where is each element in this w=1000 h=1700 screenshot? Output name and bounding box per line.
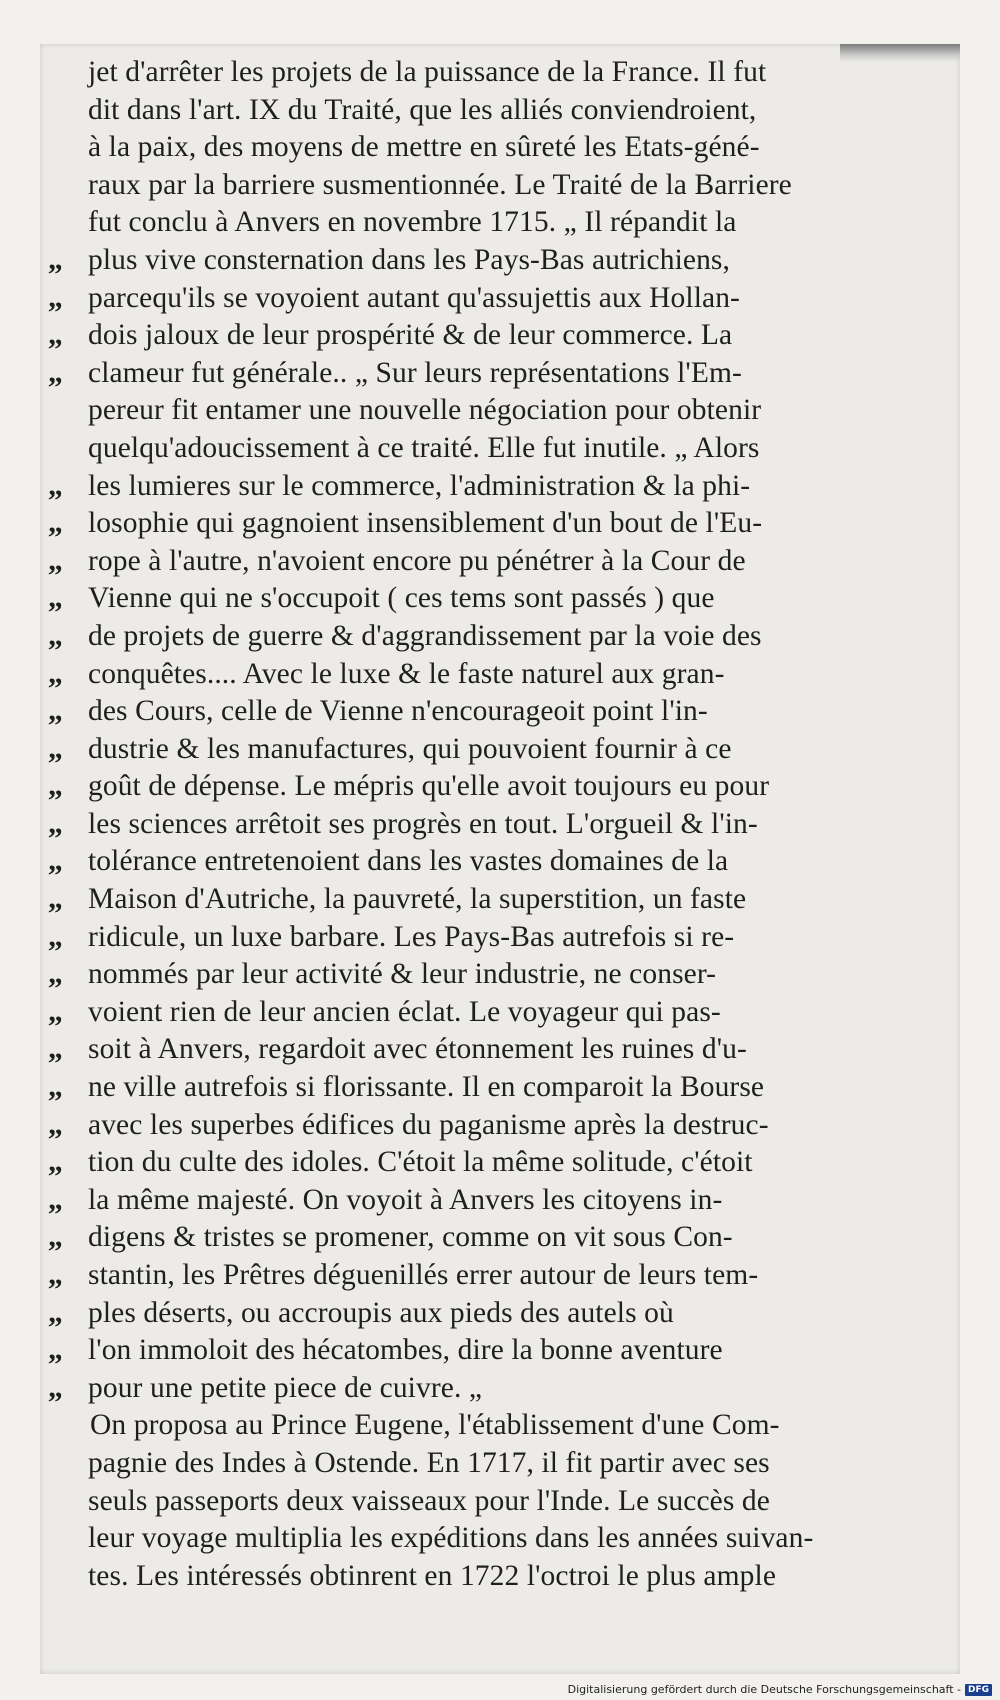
text-line bbox=[48, 1219, 916, 1257]
line-text: les sciences arrêtoit ses progrès en tout. L'orgueil & l'in- bbox=[88, 807, 758, 840]
quote-mark: „ bbox=[48, 883, 63, 916]
line-text: ridicule, un luxe barbare. Les Pays-Bas autrefois si re- bbox=[88, 920, 735, 953]
quote-mark: „ bbox=[48, 920, 63, 953]
quote-mark: „ bbox=[48, 1259, 63, 1291]
quote-mark: „ bbox=[48, 1108, 63, 1141]
text-line bbox=[48, 994, 916, 1032]
quote-mark: „ bbox=[48, 770, 63, 803]
text-line bbox=[48, 580, 916, 618]
line-text: l'on immoloit des hécatombes, dire la bonne aventure bbox=[88, 1334, 723, 1367]
text-line bbox=[48, 731, 916, 769]
line-text: conquêtes.... Avec le luxe & le faste naturel aux gran- bbox=[88, 657, 725, 690]
line-text: des Cours, celle de Vienne n'encourageoit point l'in- bbox=[88, 695, 708, 728]
quote-mark: „ bbox=[48, 845, 63, 878]
line-text: seuls passeports deux vaisseaux pour l'Inde. Le succès de bbox=[88, 1484, 770, 1517]
line-text: pagnie des Indes à Ostende. En 1717, il fit partir avec ses bbox=[88, 1446, 770, 1479]
quote-mark: „ bbox=[48, 1221, 63, 1254]
quote-mark: „ bbox=[48, 1033, 63, 1066]
line-text: On proposa au Prince Eugene, l'établissement d'une Com- bbox=[90, 1409, 780, 1442]
quote-mark: „ bbox=[48, 507, 63, 540]
text-line bbox=[48, 1558, 916, 1596]
text-line bbox=[48, 204, 916, 242]
text-line bbox=[48, 693, 916, 731]
quote-mark: „ bbox=[48, 695, 63, 728]
line-text: raux par la barriere susmentionnée. Le Traité de la Barriere bbox=[88, 168, 792, 201]
line-text: fut conclu à Anvers en novembre 1715. „ Il répandit la bbox=[88, 206, 737, 239]
text-line bbox=[48, 806, 916, 844]
quote-mark: „ bbox=[48, 807, 63, 840]
text-line bbox=[48, 1445, 916, 1483]
line-text: jet d'arrêter les projets de la puissance de la France. Il fut bbox=[88, 56, 767, 88]
text-line bbox=[48, 843, 916, 881]
quote-mark: „ bbox=[48, 243, 63, 276]
quote-mark: „ bbox=[48, 319, 63, 352]
quote-mark: „ bbox=[48, 356, 63, 389]
line-text: digens & tristes se promener, comme on vit sous Con- bbox=[88, 1221, 733, 1254]
line-text: tes. Les intéressés obtinrent en 1722 l'octroi le plus ample bbox=[88, 1559, 777, 1592]
page-text bbox=[48, 54, 916, 1595]
quote-mark: „ bbox=[48, 1071, 63, 1104]
line-text: dois jaloux de leur prospérité & de leur commerce. La bbox=[88, 319, 733, 352]
line-text: goût de dépense. Le mépris qu'elle avoit toujours eu pour bbox=[88, 770, 770, 803]
text-line bbox=[48, 242, 916, 280]
line-text: plus vive consternation dans les Pays-Bas autrichiens, bbox=[88, 243, 730, 276]
text-line bbox=[48, 317, 916, 355]
text-line bbox=[48, 1332, 916, 1370]
quote-mark: „ bbox=[48, 619, 63, 652]
text-line bbox=[48, 392, 916, 430]
line-text: leur voyage multiplia les expéditions dans les années suivan- bbox=[88, 1522, 814, 1555]
line-text: dustrie & les manufactures, qui pouvoient fournir à ce bbox=[88, 732, 732, 765]
dfg-logo: DFG bbox=[965, 1684, 992, 1696]
line-text: tion du culte des idoles. C'étoit la même solitude, c'étoit bbox=[88, 1146, 753, 1179]
text-line bbox=[48, 1031, 916, 1069]
quote-mark: „ bbox=[48, 958, 63, 991]
quote-mark: „ bbox=[48, 732, 63, 765]
line-text: rope à l'autre, n'avoient encore pu pénétrer à la Cour de bbox=[88, 544, 746, 577]
text-line bbox=[48, 768, 916, 806]
text-line bbox=[48, 1295, 916, 1333]
text-line bbox=[48, 543, 916, 581]
text-line bbox=[48, 355, 916, 393]
quote-mark: „ bbox=[48, 1371, 63, 1404]
text-line bbox=[48, 618, 916, 656]
line-text: à la paix, des moyens de mettre en sûreté les Etats-géné- bbox=[88, 131, 760, 164]
digitization-credit bbox=[568, 1683, 992, 1696]
text-line bbox=[48, 167, 916, 205]
line-text: Maison d'Autriche, la pauvreté, la superstition, un faste bbox=[88, 883, 747, 916]
quote-mark: „ bbox=[48, 582, 63, 615]
quote-mark: „ bbox=[48, 544, 63, 577]
line-text: pereur fit entamer une nouvelle négociation pour obtenir bbox=[88, 394, 762, 427]
line-text: avec les superbes édifices du paganisme après la destruc- bbox=[88, 1108, 769, 1141]
line-text: clameur fut générale.. „ Sur leurs représentations l'Em- bbox=[88, 356, 742, 389]
quote-mark: „ bbox=[48, 1334, 63, 1367]
line-text: stantin, les Prêtres déguenillés errer autour de leurs tem- bbox=[88, 1259, 759, 1291]
quote-mark: „ bbox=[48, 1183, 63, 1216]
text-line bbox=[48, 92, 916, 130]
text-line bbox=[48, 1144, 916, 1182]
footer-credit-text: Digitalisierung gefördert durch die Deutsche Forschungsgemeinschaft - bbox=[567, 1683, 961, 1696]
line-text: ples déserts, ou accroupis aux pieds des autels où bbox=[88, 1296, 674, 1329]
quote-mark: „ bbox=[48, 469, 63, 502]
line-text: soit à Anvers, regardoit avec étonnement les ruines d'u- bbox=[88, 1033, 747, 1066]
text-line bbox=[48, 1483, 916, 1521]
line-text: les lumieres sur le commerce, l'administration & la phi- bbox=[88, 469, 751, 502]
line-text: voient rien de leur ancien éclat. Le voyageur qui pas- bbox=[88, 995, 721, 1028]
line-text: parcequ'ils se voyoient autant qu'assujettis aux Hollan- bbox=[88, 281, 740, 314]
text-line bbox=[48, 129, 916, 167]
text-line bbox=[48, 656, 916, 694]
text-line bbox=[48, 1107, 916, 1145]
line-text: la même majesté. On voyoit à Anvers les citoyens in- bbox=[88, 1183, 723, 1216]
quote-mark: „ bbox=[48, 657, 63, 690]
text-line bbox=[48, 280, 916, 318]
text-line bbox=[48, 54, 916, 92]
text-line bbox=[48, 1182, 916, 1220]
line-text: quelqu'adoucissement à ce traité. Elle fut inutile. „ Alors bbox=[88, 431, 760, 464]
text-line bbox=[48, 881, 916, 919]
quote-mark: „ bbox=[48, 1146, 63, 1179]
text-line bbox=[48, 1370, 916, 1408]
text-line bbox=[48, 468, 916, 506]
line-text: Vienne qui ne s'occupoit ( ces tems sont passés ) que bbox=[88, 582, 715, 615]
text-line bbox=[48, 1407, 916, 1445]
line-text: de projets de guerre & d'aggrandissement par la voie des bbox=[88, 619, 762, 652]
text-line bbox=[48, 1069, 916, 1107]
text-line bbox=[48, 919, 916, 957]
text-line bbox=[48, 505, 916, 543]
line-text: pour une petite piece de cuivre. „ bbox=[88, 1371, 483, 1404]
text-line bbox=[48, 1257, 916, 1295]
line-text: losophie qui gagnoient insensiblement d'un bout de l'Eu- bbox=[88, 507, 763, 540]
quote-mark: „ bbox=[48, 995, 63, 1028]
text-line bbox=[48, 430, 916, 468]
text-line bbox=[48, 956, 916, 994]
quote-mark: „ bbox=[48, 281, 63, 314]
line-text: tolérance entretenoient dans les vastes domaines de la bbox=[88, 845, 729, 878]
quote-mark: „ bbox=[48, 1296, 63, 1329]
line-text: nommés par leur activité & leur industrie, ne conser- bbox=[88, 958, 717, 991]
line-text: ne ville autrefois si florissante. Il en comparoit la Bourse bbox=[88, 1071, 765, 1104]
line-text: dit dans l'art. IX du Traité, que les alliés conviendroient, bbox=[88, 93, 757, 126]
text-line bbox=[48, 1520, 916, 1558]
